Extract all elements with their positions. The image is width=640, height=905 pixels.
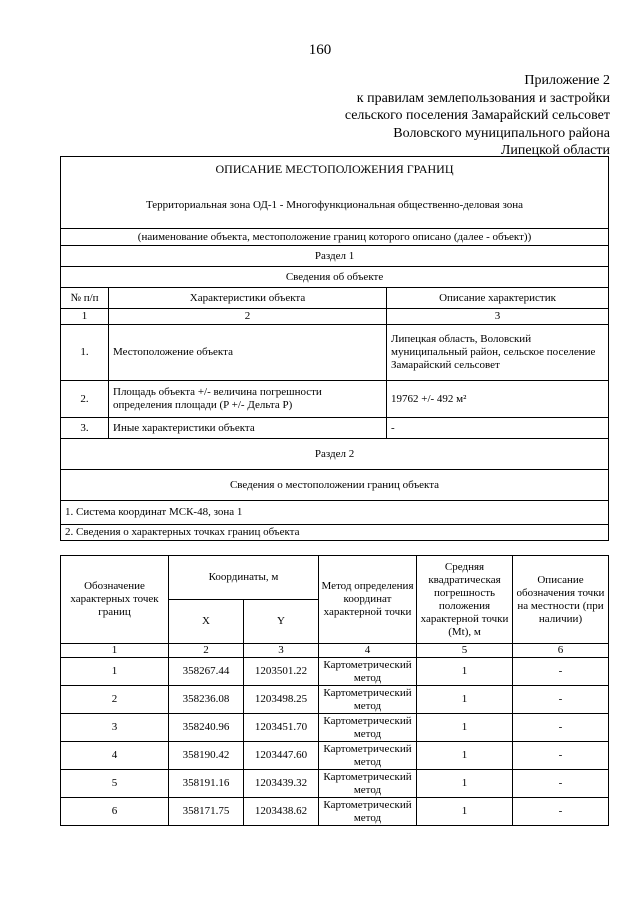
designation-header: Обозначение характерных точек границ [61, 556, 169, 644]
document-title-cell [61, 157, 609, 229]
section1-label: Раздел 1 [61, 246, 609, 267]
point-description: - [513, 798, 609, 826]
appendix-line: Воловского муниципального района [393, 125, 610, 141]
zone-name: Территориальная зона ОД-1 - Многофункциональная общественно-деловая зона [145, 199, 524, 211]
column-number: 2 [169, 644, 244, 658]
point-id: 1 [61, 658, 169, 686]
table-row [61, 714, 609, 742]
point-mt: 1 [417, 686, 513, 714]
row-number: 3. [61, 418, 109, 439]
point-method: Картометрический метод [319, 714, 417, 742]
characteristic-name: Иные характеристики объекта [109, 418, 387, 439]
point-method: Картометрический метод [319, 686, 417, 714]
x-header: X [169, 600, 244, 644]
point-description: - [513, 658, 609, 686]
point-mt: 1 [417, 658, 513, 686]
characteristic-value: 19762 +/- 492 м² [387, 381, 609, 418]
column-number: 3 [244, 644, 319, 658]
point-method: Картометрический метод [319, 742, 417, 770]
characteristic-value: - [387, 418, 609, 439]
section2-label: Раздел 2 [61, 439, 609, 470]
point-y: 1203501.22 [244, 658, 319, 686]
column-header: Характеристики объекта [109, 288, 387, 309]
point-mt: 1 [417, 798, 513, 826]
document-title: ОПИСАНИЕ МЕСТОПОЛОЖЕНИЯ ГРАНИЦ [215, 162, 454, 176]
table-row [61, 798, 609, 826]
point-id: 5 [61, 770, 169, 798]
description-header: Описание обозначения точки на местности (при наличии) [513, 556, 609, 644]
y-header: Y [244, 600, 319, 644]
object-caption: (наименование объекта, местоположение границ которого описано (далее - объект)) [61, 229, 609, 246]
method-header: Метод определения координат характерной точки [319, 556, 417, 644]
point-y: 1203451.70 [244, 714, 319, 742]
table-row [61, 742, 609, 770]
point-mt: 1 [417, 742, 513, 770]
point-id: 6 [61, 798, 169, 826]
point-y: 1203498.25 [244, 686, 319, 714]
coordinate-system: 1. Система координат МСК-48, зона 1 [61, 501, 609, 525]
points-title: 2. Сведения о характерных точках границ объекта [61, 525, 609, 541]
error-header: Средняя квадратическая погрешность положения характерной точки (Mt), м [417, 556, 513, 644]
table-row [61, 418, 609, 439]
row-number: 1. [61, 325, 109, 381]
table-row [61, 770, 609, 798]
table-row [61, 658, 609, 686]
point-description: - [513, 742, 609, 770]
point-x: 358190.42 [169, 742, 244, 770]
point-y: 1203447.60 [244, 742, 319, 770]
column-number: 2 [109, 309, 387, 325]
boundary-points-table [60, 555, 609, 826]
point-mt: 1 [417, 714, 513, 742]
column-header: № п/п [61, 288, 109, 309]
point-x: 358240.96 [169, 714, 244, 742]
appendix-line: сельского поселения Замарайский сельсовет [344, 108, 610, 123]
column-number: 1 [61, 309, 109, 325]
point-y: 1203439.32 [244, 770, 319, 798]
point-x: 358171.75 [169, 798, 244, 826]
point-mt: 1 [417, 770, 513, 798]
page-number: 160 [308, 42, 332, 58]
column-header: Описание характеристик [387, 288, 609, 309]
point-x: 358267.44 [169, 658, 244, 686]
section2-subtitle: Сведения о местоположении границ объекта [61, 470, 609, 501]
characteristic-value: Липецкая область, Воловский муниципальный район, сельское поселение Замарайский сельсовет [387, 325, 609, 381]
column-number: 5 [417, 644, 513, 658]
point-description: - [513, 714, 609, 742]
point-id: 2 [61, 686, 169, 714]
point-description: - [513, 770, 609, 798]
point-id: 4 [61, 742, 169, 770]
point-method: Картометрический метод [319, 770, 417, 798]
column-number: 6 [513, 644, 609, 658]
characteristic-name: Местоположение объекта [109, 325, 387, 381]
column-number: 1 [61, 644, 169, 658]
point-method: Картометрический метод [319, 798, 417, 826]
point-x: 358191.16 [169, 770, 244, 798]
table-row [61, 686, 609, 714]
appendix-block [345, 72, 610, 160]
point-id: 3 [61, 714, 169, 742]
object-info-table [60, 156, 609, 541]
column-number: 4 [319, 644, 417, 658]
appendix-line: Приложение 2 [524, 73, 610, 88]
point-method: Картометрический метод [319, 658, 417, 686]
appendix-line: Липецкой области [500, 143, 610, 158]
point-y: 1203438.62 [244, 798, 319, 826]
appendix-line: к правилам землепользования и застройки [356, 90, 610, 106]
section1-subtitle: Сведения об объекте [61, 267, 609, 288]
row-number: 2. [61, 381, 109, 418]
column-number: 3 [387, 309, 609, 325]
coordinates-header: Координаты, м [169, 556, 319, 600]
characteristic-name: Площадь объекта +/- величина погрешности определения площади (P +/- Дельта P) [109, 381, 387, 418]
point-x: 358236.08 [169, 686, 244, 714]
point-description: - [513, 686, 609, 714]
table-row [61, 381, 609, 418]
table-row [61, 325, 609, 381]
